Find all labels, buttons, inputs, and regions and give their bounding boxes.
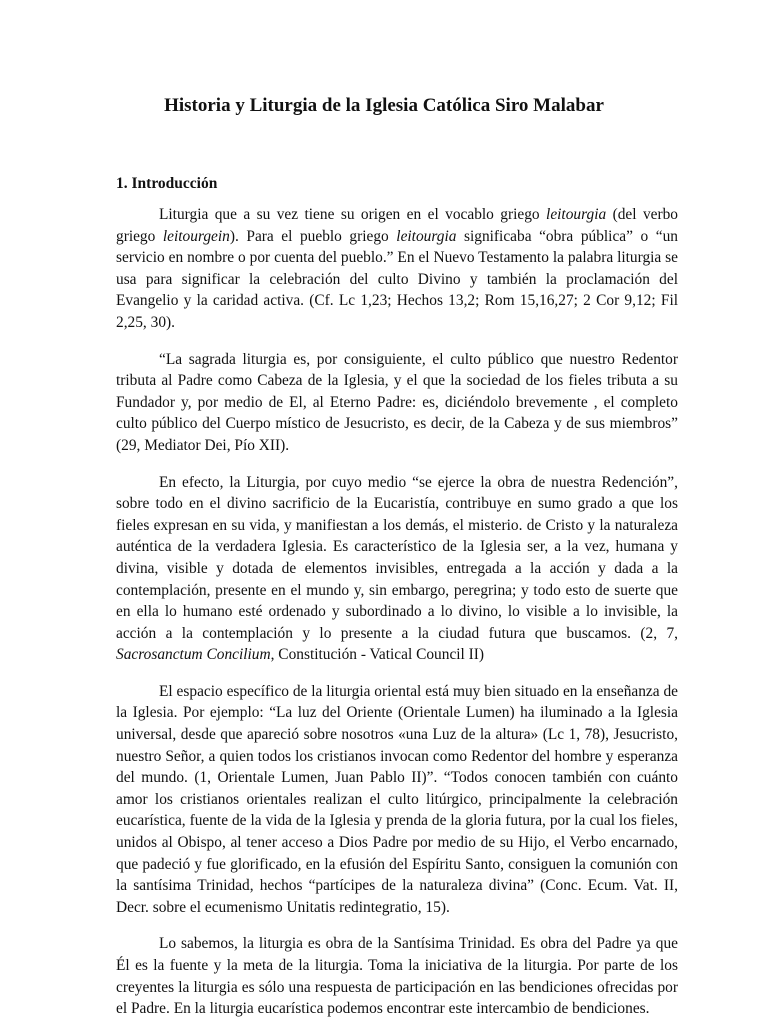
- paragraph-text: “La sagrada liturgia es, por consiguiente, el culto público que nuestro Redentor tributa al Padre como Cabeza de la Iglesia, y el que la sociedad de los fieles tributa a su Fundador y, por medio de El, al Eterno Padre: es, diciéndolo brevemente , el completo culto público del Cuerpo místico de Jesucristo, es decir, de la Cabeza y de sus miembros” (29, Mediator Dei, Pío XII).: [116, 350, 678, 454]
- paragraph-text: Liturgia que a su vez tiene su origen en el vocablo griego: [159, 206, 547, 223]
- paragraph-text: El espacio específico de la liturgia oriental está muy bien situado en la enseñanza de la Iglesia. Por ejemplo: “La luz del Oriente (Orientale Lumen) ha iluminado a la Iglesia universal, desde que apareció sobre nosotros «una Luz de la altura» (Lc 1, 78), Jesucristo, nuestro Señor, a quien todos los cristianos invocan como Redentor del hombre y esperanza del mundo. (1, Orientale Lumen, Juan Pablo II)”. “Todos conocen también con cuánto amor los cristianos orientales realizan el culto litúrgico, principalmente la celebración eucarística, fuente de la vida de la Iglesia y prenda de la gloria futura, por la cual los fieles, unidos al Obispo, al tener acceso a Dios Padre por medio de su Hijo, el Verbo encarnado, que padeció y fue glorificado, en la efusión del Espíritu Santo, consiguen la comunión con la santísima Trinidad, hechos “partícipes de la naturaleza divina” (Conc. Ecum. Vat. II, Decr. sobre el ecumenismo Unitatis redintegratio, 15).: [116, 682, 678, 916]
- paragraph-text: significaba “obra pública” o “un servicio en nombre o por cuenta del pueblo.” En el Nuevo Testamento la palabra liturgia se usa para significar la celebración del culto Divino y también la proclamación del Evangelio y la caridad activa. (Cf. Lc 1,23; Hechos 13,2; Rom 15,16,27; 2 Cor 9,12; Fil 2,25, 30).: [116, 227, 678, 331]
- paragraph-text: , Constitución - Vatical Council II): [270, 646, 485, 664]
- paragraph-text: ). Para el pueblo griego: [229, 227, 397, 245]
- body-paragraph: [116, 349, 678, 457]
- body-paragraph: [116, 681, 678, 919]
- italic-term: Sacrosanctum Concilium: [116, 646, 271, 664]
- italic-term: leitourgia: [546, 206, 607, 223]
- italic-term: leitourgein: [162, 227, 230, 245]
- document-title: Historia y Liturgia de la Iglesia Católica Siro Malabar: [164, 95, 604, 116]
- body-paragraph: [116, 933, 678, 1019]
- paragraph-text: En efecto, la Liturgia, por cuyo medio “se ejerce la obra de nuestra Redención”, sobre todo en el divino sacrificio de la Eucaristía, contribuye en sumo grado a que los fieles expresan en su vida, y manifiestan a los demás, el misterio. de Cristo y la naturaleza auténtica de la verdadera Iglesia. Es característico de la Iglesia ser, a la vez, humana y divina, visible y dotada de elementos invisibles, entregada a la acción y dada a la contemplación, presente en el mundo y, sin embargo, peregrina; y todo esto de suerte que en ella lo humano esté ordenado y subordinado a lo divino, lo visible a lo invisible, la acción a la contemplación y lo presente a la ciudad futura que buscamos. (2, 7,: [116, 473, 678, 642]
- paragraph-text: (del verbo griego: [116, 206, 679, 245]
- section-heading: 1. Introducción: [116, 175, 218, 192]
- paragraph-text: Lo sabemos, la liturgia es obra de la Santísima Trinidad. Es obra del Padre ya que Él es la fuente y la meta de la liturgia. Toma la iniciativa de la liturgia. Por parte de los creyentes la liturgia es sólo una respuesta de participación en las bendiciones ofrecidas por el Padre. En la liturgia eucarística podemos encontrar este intercambio de bendiciones.: [116, 935, 678, 1018]
- body-paragraph: [116, 204, 678, 334]
- body-paragraph: [116, 472, 678, 666]
- italic-term: leitourgia: [396, 227, 457, 245]
- document-body: [116, 204, 678, 1035]
